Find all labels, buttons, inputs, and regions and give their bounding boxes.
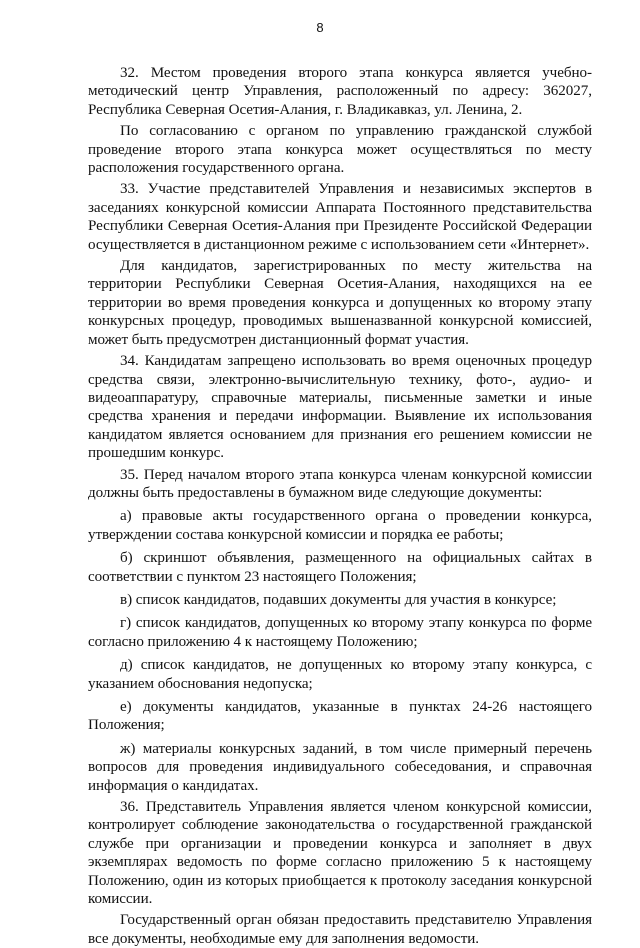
- list-item-v: в) список кандидатов, подавших документы для участия в конкурсе;: [120, 591, 557, 608]
- list-item-d: д) список кандидатов, не допущенных ко второму этапу конкурса, с указанием обоснования недопуска;: [88, 657, 592, 692]
- paragraph-33-remote: Для кандидатов, зарегистрированных по месту жительства на территории Республики Северная Осетия-Алания, находящихся на ее территории во время проведения конкурса и допущенных ко второму этапу конкурсных процедур, проводимых вышеназванной конкурсной комиссией, может быть предусмотрен дистанционный формат участия.: [88, 258, 592, 348]
- paragraph-33: 33. Участие представителей Управления и независимых экспертов в заседаниях конкурсной комиссии Аппарата Постоянного представительства Республики Северная Осетия-Алания при Президенте Российской Федерации осуществляется в дистанционном режиме с использованием сети «Интернет».: [88, 181, 592, 253]
- list-item-zh: ж) материалы конкурсных заданий, в том числе примерный перечень вопросов для проведения индивидуального собеседования, и справочная информация о кандидатах.: [88, 740, 592, 794]
- list-item-a: а) правовые акты государственного органа о проведении конкурса, утверждении состава конкурсной комиссии и порядка ее работы;: [88, 508, 592, 543]
- list-item-e: е) документы кандидатов, указанные в пунктах 24-26 настоящего Положения;: [88, 699, 592, 734]
- paragraph-35: 35. Перед началом второго этапа конкурса членам конкурсной комиссии должны быть предоставлены в бумажном виде следующие документы:: [88, 466, 592, 501]
- document-body: [88, 64, 592, 948]
- paragraph-32: 32. Местом проведения второго этапа конкурса является учебно-методический центр Управления, расположенный по адресу: 362027, Республика Северная Осетия-Алания, г. Владикавказ, ул. Ленина, 2.: [88, 65, 592, 118]
- page-number: 8: [316, 20, 324, 35]
- list-item-g: г) список кандидатов, допущенных ко второму этапу конкурса по форме согласно приложению 4 к настоящему Положению;: [88, 615, 592, 650]
- paragraph-34: 34. Кандидатам запрещено использовать во время оценочных процедур средства связи, электронно-вычислительную технику, фото-, аудио- и видеоаппаратуру, справочные материалы, письменные заметки и иные средства хранения и передачи информации. Выявление их использования кандидатом является основанием для признания его решением комиссии не прошедшим конкурс.: [88, 353, 592, 462]
- list-item-b: б) скриншот объявления, размещенного на официальных сайтах в соответствии с пунктом 23 настоящего Положения;: [88, 550, 592, 585]
- paragraph-36-documents: Государственный орган обязан предоставить представителю Управления все документы, необходимые ему для заполнения ведомости.: [88, 912, 592, 947]
- paragraph-36: 36. Представитель Управления является членом конкурсной комиссии, контролирует соблюдение законодательства о государственной гражданской службе при организации и проведении конкурса и заполняет в двух экземплярах ведомость по форме согласно приложению 5 к настоящему Положению, один из которых приобщается к протоколу заседания конкурсной комиссии.: [88, 799, 592, 908]
- paragraph-32-agreement: По согласованию с органом по управлению гражданской службой проведение второго этапа конкурса может осуществляться по месту расположения государственного органа.: [88, 123, 592, 177]
